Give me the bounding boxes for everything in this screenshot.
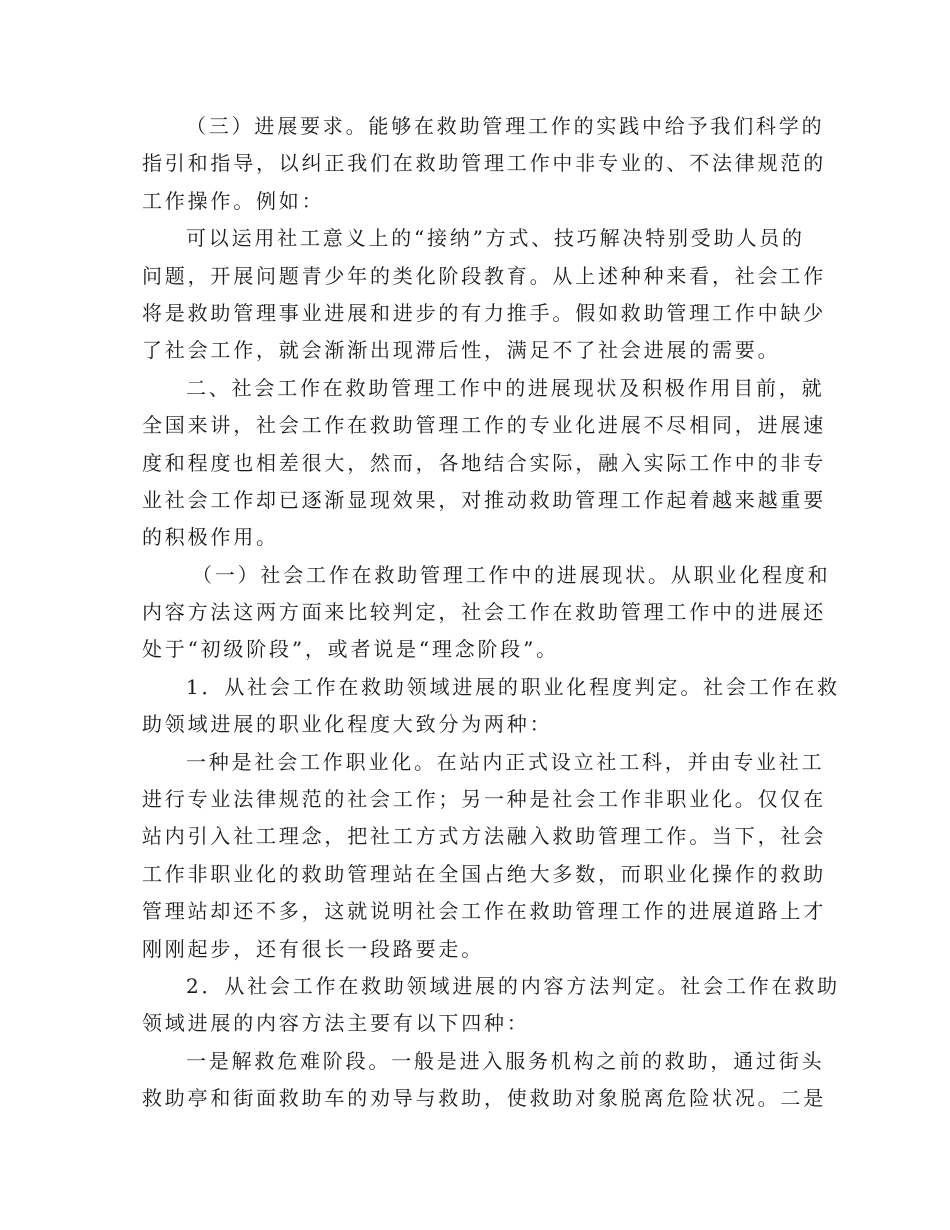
text-line: 指引和指导，以纠正我们在救助管理工作中非专业的、不法律规范的 <box>142 151 826 176</box>
text-line: （三）进展要求。能够在救助管理工作的实践中给予我们科学的 <box>186 114 825 138</box>
text-line: 全国来讲，社会工作在救助管理工作的专业化进展不尽相同，进展速 <box>142 413 826 438</box>
text-line: 一是解救危难阶段。一般是进入服务机构之前的救助，通过街头 <box>186 1048 825 1073</box>
text-line: 刚刚起步，还有很长一段路要走。 <box>142 936 484 961</box>
text-line: 工作操作。例如： <box>142 188 325 213</box>
text-line: 2．从社会工作在救助领域进展的内容方法判定。社会工作在救助 <box>186 973 840 998</box>
document-body <box>142 108 840 1118</box>
text-line: 的积极作用。 <box>142 525 279 550</box>
text-line: 问题，开展问题青少年的类化阶段教育。从上述种种来看，社会工作 <box>142 263 826 288</box>
text-line: 一种是社会工作职业化。在站内正式设立社工科，并由专业社工 <box>186 749 825 774</box>
text-line: 可以运用社工意义上的“接纳”方式、技巧解决特别受助人员的 <box>186 226 805 251</box>
text-line: 了社会工作，就会渐渐出现滞后性，满足不了社会进展的需要。 <box>142 338 781 363</box>
text-line: 二、社会工作在救助管理工作中的进展现状及积极作用目前，就 <box>186 375 825 400</box>
text-line: （一）社会工作在救助管理工作中的进展现状。从职业化程度和 <box>192 562 831 587</box>
text-line: 救助亭和街面救助车的劝导与救助，使救助对象脱离危险状况。二是 <box>142 1086 826 1111</box>
text-line: 业社会工作却已逐渐显现效果，对推动救助管理工作起着越来越重要 <box>142 487 826 512</box>
text-line: 1．从社会工作在救助领域进展的职业化程度判定。社会工作在救 <box>186 674 840 699</box>
text-line: 进行专业法律规范的社会工作；另一种是社会工作非职业化。仅仅在 <box>142 787 826 812</box>
text-line: 站内引入社工理念，把社工方式方法融入救助管理工作。当下，社会 <box>142 824 826 849</box>
text-line: 将是救助管理事业进展和进步的有力推手。假如救助管理工作中缺少 <box>142 300 826 325</box>
text-line: 度和程度也相差很大，然而，各地结合实际，融入实际工作中的非专 <box>142 450 826 475</box>
text-line: 处于“初级阶段”，或者说是“理念阶段”。 <box>142 637 559 662</box>
text-line: 助领域进展的职业化程度大致分为两种： <box>142 712 553 737</box>
text-line: 领域进展的内容方法主要有以下四种： <box>142 1011 530 1036</box>
text-line: 内容方法这两方面来比较判定，社会工作在救助管理工作中的进展还 <box>142 600 826 625</box>
text-line: 工作非职业化的救助管理站在全国占绝大多数，而职业化操作的救助 <box>142 861 826 886</box>
text-line: 管理站却还不多，这就说明社会工作在救助管理工作的进展道路上才 <box>142 899 826 924</box>
